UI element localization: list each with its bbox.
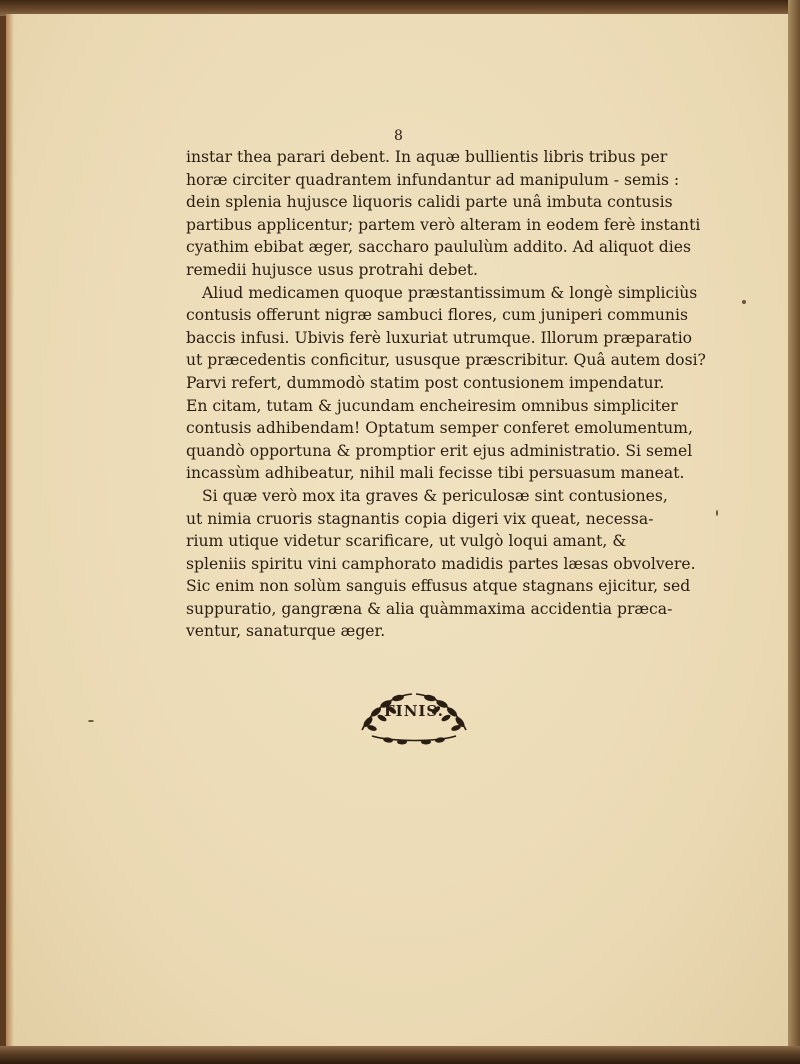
paragraph <box>186 485 696 643</box>
text-line: baccis infusi. Ubivis ferè luxuriat utrumque. Illorum præparatio <box>186 328 693 347</box>
text-line: instar thea parari debent. In aquæ bullientis libris tribus per <box>186 148 668 166</box>
body-text <box>186 146 706 643</box>
text-line: Parvi refert, dummodò statim post contusionem impendatur. <box>186 373 665 392</box>
finis-label: FINIS. <box>384 702 444 720</box>
text-line: cyathim ebibat æger, saccharo paululùm addito. Ad aliquot dies <box>186 238 691 257</box>
text-line: rium utique videtur scarificare, ut vulgò loqui amant, & <box>186 532 627 551</box>
page-edge-shadow <box>6 14 14 1048</box>
text-line: spleniis spiritu vini camphorato madidis partes læsas obvolvere. <box>186 554 696 573</box>
book-spine-edge <box>788 0 800 1064</box>
text-line: quandò opportuna & promptior erit ejus administratio. Si semel <box>186 441 693 460</box>
text-line: suppuratio, gangræna & alia quàmmaxima accidentia præca- <box>186 599 673 618</box>
text-line: Sic enim non solùm sanguis effusus atque stagnans ejicitur, sed <box>186 577 691 596</box>
text-line: partibus applicentur; partem verò alteram in eodem ferè instanti <box>186 215 701 234</box>
text-line: ut nimia cruoris stagnantis copia digeri vix queat, necessa- <box>186 509 654 528</box>
paragraph <box>186 146 701 282</box>
text-line: Si quæ verò mox ita graves & periculosæ sint contusiones, <box>202 486 668 505</box>
paragraph <box>186 282 706 485</box>
text-line: En citam, tutam & jucundam encheiresim omnibus simpliciter <box>186 396 678 415</box>
text-line: ut præcedentis conficitur, ususque præscribitur. Quâ autem dosi? <box>186 351 706 370</box>
paper-speck <box>88 720 94 722</box>
text-line: horæ circiter quadrantem infundantur ad manipulum - semis : <box>186 170 680 189</box>
text-line: Aliud medicamen quoque præstantissimum & longè simpliciùs <box>202 283 698 302</box>
text-line: contusis offerunt nigræ sambuci flores, cum juniperi communis <box>186 306 688 325</box>
paper-speck <box>716 510 718 516</box>
book-binding-bottom <box>0 1046 800 1064</box>
text-line: ventur, sanaturque æger. <box>186 622 386 641</box>
page-number: 8 <box>394 128 403 144</box>
text-line: dein splenia hujusce liquoris calidi parte unâ imbuta contusis <box>186 193 673 212</box>
text-line: remedii hujusce usus protrahi debet. <box>186 260 479 279</box>
text-line: contusis adhibendam! Optatum semper conferet emolumentum, <box>186 419 693 438</box>
paper-speck <box>742 300 746 304</box>
text-line: incassùm adhibeatur, nihil mali fecisse tibi persuasum maneat. <box>186 464 685 483</box>
